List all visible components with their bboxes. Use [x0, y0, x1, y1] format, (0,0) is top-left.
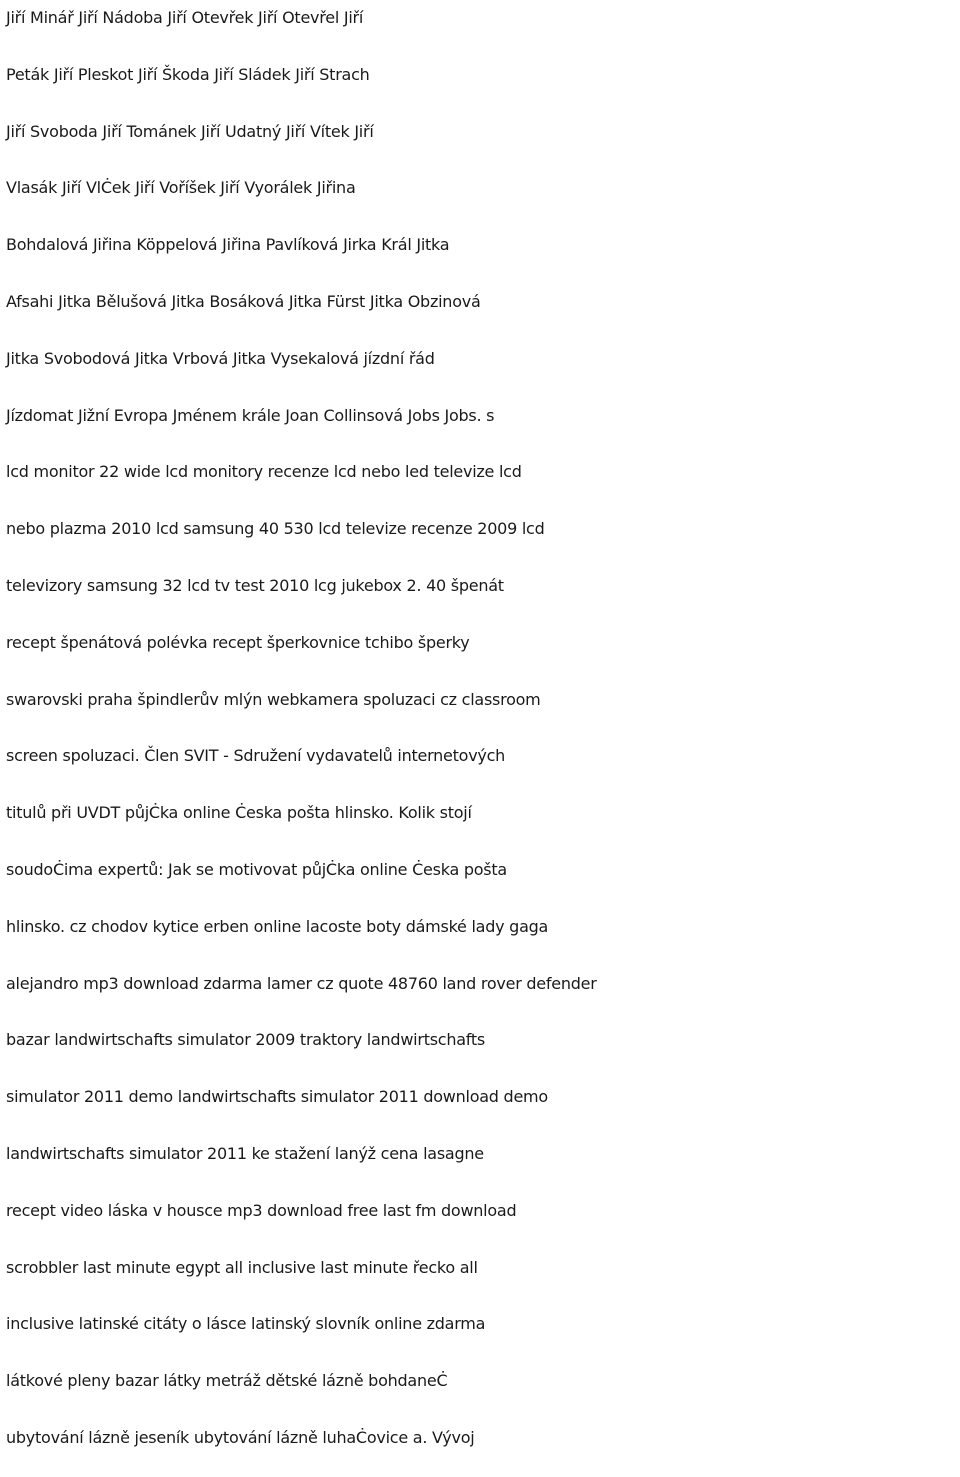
text-line: recept špenátová polévka recept šperkovnice tchibo šperky — [6, 632, 470, 652]
text-line: nebo plazma 2010 lcd samsung 40 530 lcd televize recenze 2009 lcd — [6, 519, 545, 539]
text-line: látkové pleny bazar látky metráž dětské lázně bohdaneĊ — [6, 1371, 448, 1391]
text-line: televizory samsung 32 lcd tv test 2010 lcg jukebox 2. 40 špenát — [6, 575, 504, 595]
text-line: landwirtschafts simulator 2011 ke stažení lanýž cena lasagne — [6, 1143, 484, 1163]
document-body — [6, 0, 958, 1477]
text-line: Jiří Minář Jiří Nádoba Jiří Otevřek Jiří Otevřel Jiří — [6, 8, 364, 27]
text-line: Jiří Svoboda Jiří Tománek Jiří Udatný Jiří Vítek Jiří — [6, 121, 374, 141]
text-line: Afsahi Jitka Bělušová Jitka Bosáková Jitka Fürst Jitka Obzinová — [6, 291, 481, 311]
text-line: hlinsko. cz chodov kytice erben online lacoste boty dámské lady gaga — [6, 916, 549, 936]
text-line: simulator 2011 demo landwirtschafts simulator 2011 download demo — [6, 1087, 548, 1107]
text-line: titulů při UVDT půjĊka online Ċeska pošta hlinsko. Kolik stojí — [6, 803, 472, 823]
text-line: Bohdalová Jiřina Köppelová Jiřina Pavlíková Jirka Král Jitka — [6, 235, 450, 255]
text-line: bazar landwirtschafts simulator 2009 traktory landwirtschafts — [6, 1030, 486, 1050]
text-line: swarovski praha špindlerův mlýn webkamera spoluzaci cz classroom — [6, 689, 541, 709]
text-line: Jízdomat Jižní Evropa Jménem krále Joan Collinsová Jobs Jobs. s — [6, 405, 495, 425]
text-line: lcd monitor 22 wide lcd monitory recenze lcd nebo led televize lcd — [6, 462, 522, 482]
text-line: alejandro mp3 download zdarma lamer cz quote 48760 land rover defender — [6, 973, 597, 993]
text-line: scrobbler last minute egypt all inclusive last minute řecko all — [6, 1257, 478, 1277]
text-line: recept video láska v housce mp3 download free last fm download — [6, 1200, 517, 1220]
text-line: Jitka Svobodová Jitka Vrbová Jitka Vysekalová jízdní řád — [6, 348, 435, 368]
text-line: inclusive latinské citáty o lásce latinský slovník online zdarma — [6, 1314, 486, 1334]
text-line: screen spoluzaci. Člen SVIT - Sdružení vydavatelů internetových — [6, 746, 506, 766]
text-line: Peták Jiří Pleskot Jiří Škoda Jiří Sládek Jiří Strach — [6, 64, 370, 84]
text-line: soudoĊima expertů: Jak se motivovat půjĊka online Ċeska pošta — [6, 859, 507, 879]
text-line: ubytování lázně jeseník ubytování lázně luhaĊovice a. Vývoj — [6, 1427, 475, 1447]
text-line: Vlasák Jiří VlĊek Jiří Voříšek Jiří Vyorálek Jiřina — [6, 178, 356, 198]
